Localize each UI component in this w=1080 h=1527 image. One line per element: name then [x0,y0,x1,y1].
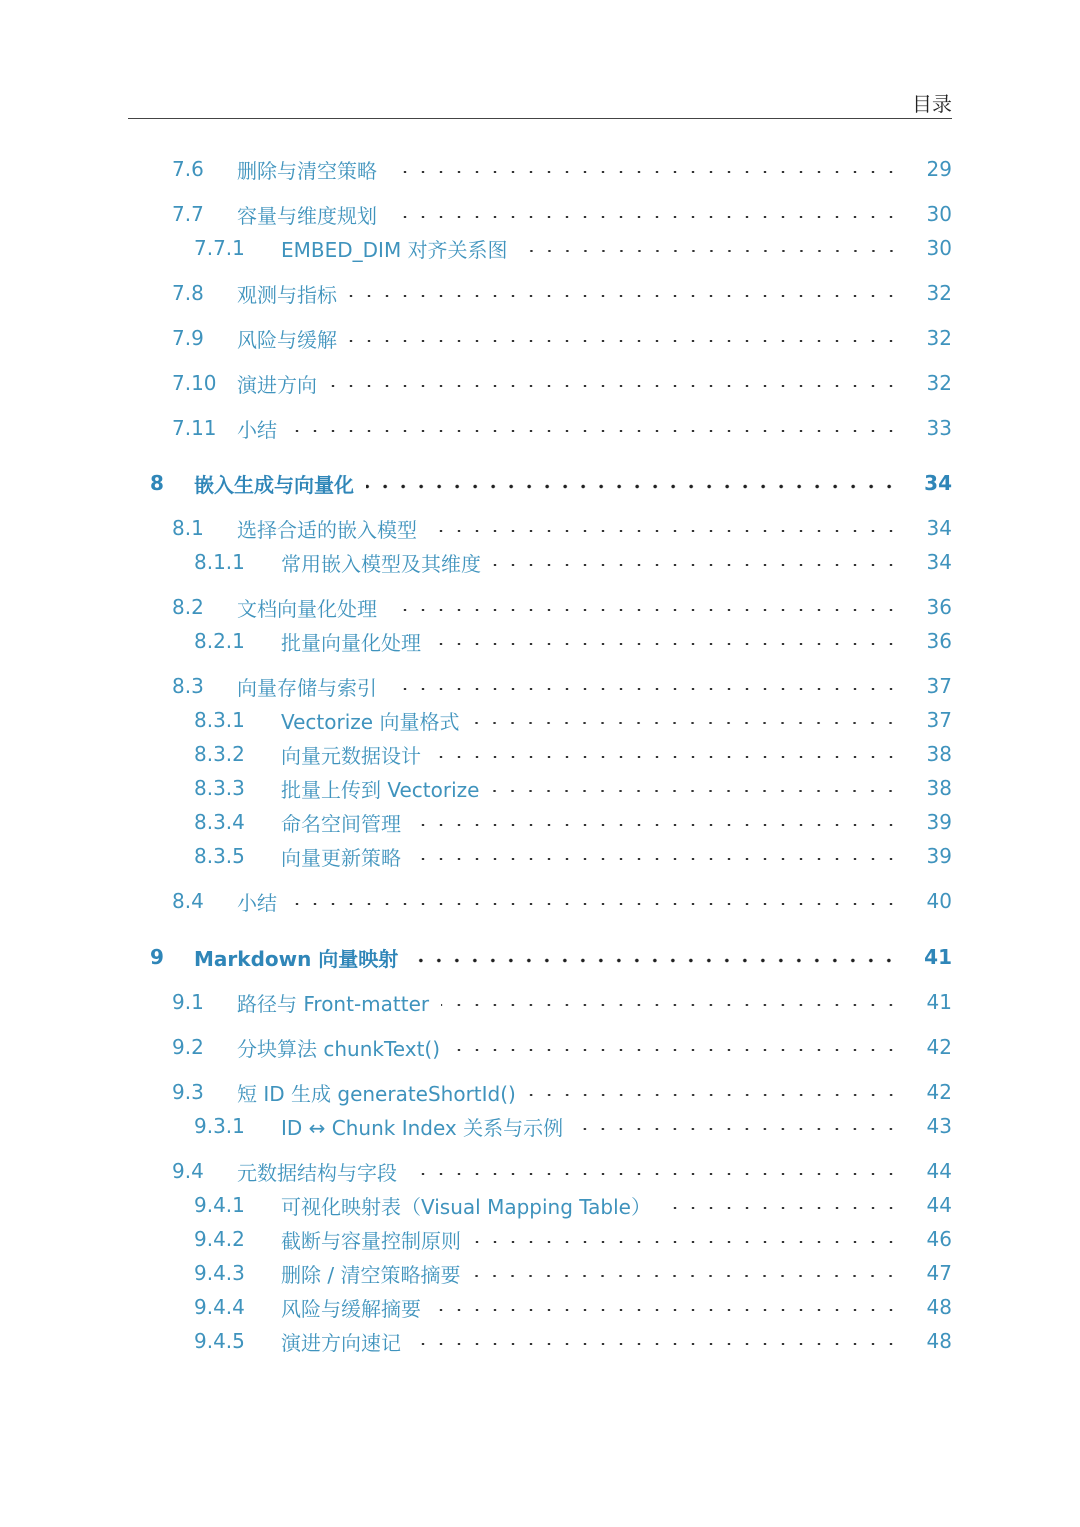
dot-leader [663,1207,900,1209]
toc-entry-number: 8.2 [172,595,204,619]
dot-leader [389,609,900,611]
toc-entry-number: 8.1 [172,516,204,540]
toc-entry[interactable] [0,1291,952,1323]
toc-entry-title: 命名空间管理 [281,811,401,836]
toc-entry[interactable] [0,1223,952,1255]
dot-leader [289,903,900,905]
toc-entry-title: 小结 [237,417,277,442]
toc-entry-page: 32 [926,281,952,305]
toc-entry-page: 33 [926,416,952,440]
toc-entry-page: 46 [926,1227,952,1251]
toc-entry-title: 删除 / 清空策略摘要 [281,1262,461,1287]
toc-entry-number: 9.3 [172,1080,204,1104]
dot-leader [410,958,898,963]
toc-entry-number: 9.4.5 [194,1329,245,1353]
toc-entry[interactable] [0,232,952,264]
dot-leader [441,1004,900,1006]
toc-entry[interactable] [0,1110,952,1142]
toc-entry-page: 30 [926,236,952,260]
toc-entry-number: 7.11 [172,416,217,440]
dot-leader [433,643,900,645]
toc-entry-page: 38 [926,776,952,800]
toc-entry-title: 风险与缓解 [237,327,337,352]
toc-entry-number: 7.6 [172,157,204,181]
toc-entry-page: 29 [926,157,952,181]
toc-entry-title: Vectorize 向量格式 [281,709,460,734]
toc-entry[interactable] [0,1031,952,1063]
toc-entry-title: 向量元数据设计 [281,743,421,768]
running-header: 目录 [912,92,952,116]
dot-leader [389,688,900,690]
toc-entry-title: 分块算法 chunkText() [237,1036,441,1061]
dot-leader [366,484,898,489]
toc-entry[interactable] [0,806,952,838]
toc-entry-number: 7.10 [172,371,217,395]
toc-entry-page: 39 [926,810,952,834]
toc-entry-number: 9.4.4 [194,1295,245,1319]
dot-leader [413,1343,900,1345]
toc-entry-number: 8.3.4 [194,810,245,834]
toc-entry-title: 删除与清空策略 [237,158,377,183]
toc-entry-page: 37 [926,708,952,732]
dot-leader [452,1049,900,1051]
toc-entry-number: 7.8 [172,281,204,305]
toc-entry[interactable] [0,546,952,578]
toc-entry-title: 向量存储与索引 [237,675,377,700]
toc-entry-title: 批量上传到 Vectorize [281,777,480,802]
toc-entry[interactable] [0,322,952,354]
toc-entry[interactable] [0,1257,952,1289]
toc-entry-title: 选择合适的嵌入模型 [237,517,417,542]
toc-entry-number: 9.3.1 [194,1114,245,1138]
toc-entry[interactable] [0,198,952,230]
toc-entry[interactable] [0,1155,952,1187]
toc-entry-page: 34 [926,550,952,574]
toc-entry-title: 文档向量化处理 [237,596,377,621]
toc-entry-number: 8.1.1 [194,550,245,574]
toc-entry-number: 8.4 [172,889,204,913]
toc-entry[interactable] [0,941,952,973]
toc-entry-page: 32 [926,371,952,395]
toc-entry-page: 41 [926,990,952,1014]
toc-entry[interactable] [0,625,952,657]
toc-entry-number: 7.7 [172,202,204,226]
toc-entry[interactable] [0,885,952,917]
dot-leader [289,430,900,432]
toc-entry[interactable] [0,412,952,444]
dot-leader [349,295,900,297]
dot-leader [389,171,900,173]
dot-leader [409,1173,900,1175]
toc-entry-title: 小结 [237,890,277,915]
toc-entry-number: 8.3 [172,674,204,698]
toc-entry-number: 8.3.1 [194,708,245,732]
toc-entry-title: 嵌入生成与向量化 [194,472,354,497]
dot-leader [493,564,900,566]
toc-entry-page: 36 [926,629,952,653]
toc-entry-page: 32 [926,326,952,350]
toc-entry-title: ID ↔ Chunk Index 关系与示例 [281,1115,564,1140]
toc-entry-number: 7.7.1 [194,236,245,260]
toc-entry-number: 9.4 [172,1159,204,1183]
toc-entry-page: 47 [926,1261,952,1285]
toc-entry[interactable] [0,1189,952,1221]
toc-entry-number: 8.2.1 [194,629,245,653]
toc-entry-title: 路径与 Front-matter [237,991,430,1016]
dot-leader [433,1309,900,1311]
toc-entry-title: 风险与缓解摘要 [281,1296,421,1321]
toc-entry-number: 8.3.2 [194,742,245,766]
toc-entry[interactable] [0,512,952,544]
toc-entry-page: 38 [926,742,952,766]
dot-leader [471,722,900,724]
toc-entry-page: 30 [926,202,952,226]
toc-entry-number: 9.1 [172,990,204,1014]
toc-entry-number: 7.9 [172,326,204,350]
toc-entry-page: 42 [926,1035,952,1059]
toc-entry-page: 34 [924,471,952,495]
toc-entry-page: 39 [926,844,952,868]
toc-entry-number: 8.3.5 [194,844,245,868]
dot-leader [491,790,900,792]
toc-entry[interactable] [0,467,952,499]
toc-entry-page: 34 [926,516,952,540]
dot-leader [528,1094,900,1096]
toc-entry-page: 41 [924,945,952,969]
toc-entry-page: 43 [926,1114,952,1138]
toc-entry[interactable] [0,153,952,185]
toc-entry[interactable] [0,704,952,736]
toc-entry-number: 9.4.1 [194,1193,245,1217]
dot-leader [473,1241,900,1243]
toc-entry-title: 可视化映射表（Visual Mapping Table） [281,1194,651,1219]
toc-entry[interactable] [0,1076,952,1108]
toc-entry-title: 观测与指标 [237,282,337,307]
toc-entry-title: 元数据结构与字段 [237,1160,397,1185]
dot-leader [433,756,900,758]
toc-entry-page: 48 [926,1295,952,1319]
toc-entry-title: 向量更新策略 [281,845,401,870]
dot-leader [349,340,900,342]
toc-entry[interactable] [0,986,952,1018]
toc-entry-title: 容量与维度规划 [237,203,377,228]
dot-leader [575,1128,900,1130]
toc-entry-page: 48 [926,1329,952,1353]
toc-entry-number: 9.4.3 [194,1261,245,1285]
toc-entry-title: 演进方向速记 [281,1330,401,1355]
dot-leader [389,216,900,218]
toc-entry-page: 40 [926,889,952,913]
toc-entry-title: Markdown 向量映射 [194,946,399,971]
toc-entry[interactable] [0,277,952,309]
toc-entry-number: 9.4.2 [194,1227,245,1251]
toc-entry-page: 44 [926,1159,952,1183]
toc-entry[interactable] [0,738,952,770]
toc-entry[interactable] [0,591,952,623]
toc-entry-title: 短 ID 生成 generateShortId() [237,1081,516,1106]
dot-leader [329,385,900,387]
toc-entry[interactable] [0,367,952,399]
toc-entry-title: EMBED_DIM 对齐关系图 [281,237,508,262]
dot-leader [520,250,900,252]
toc-entry[interactable] [0,772,952,804]
toc-entry-page: 42 [926,1080,952,1104]
toc-entry-title: 截断与容量控制原则 [281,1228,461,1253]
dot-leader [413,858,900,860]
toc-entry-title: 常用嵌入模型及其维度 [281,551,481,576]
toc-entry-title: 批量向量化处理 [281,630,421,655]
toc-entry[interactable] [0,840,952,872]
toc-entry-page: 37 [926,674,952,698]
toc-entry-number: 8 [150,471,164,495]
toc-entry[interactable] [0,1325,952,1357]
toc-entry-number: 9.2 [172,1035,204,1059]
dot-leader [429,530,900,532]
toc-entry-number: 9 [150,945,164,969]
header-rule [128,118,952,119]
toc-entry-title: 演进方向 [237,372,317,397]
dot-leader [413,824,900,826]
toc-entry-number: 8.3.3 [194,776,245,800]
dot-leader [472,1275,900,1277]
toc-entry-page: 36 [926,595,952,619]
toc-entry-page: 44 [926,1193,952,1217]
toc-entry[interactable] [0,670,952,702]
